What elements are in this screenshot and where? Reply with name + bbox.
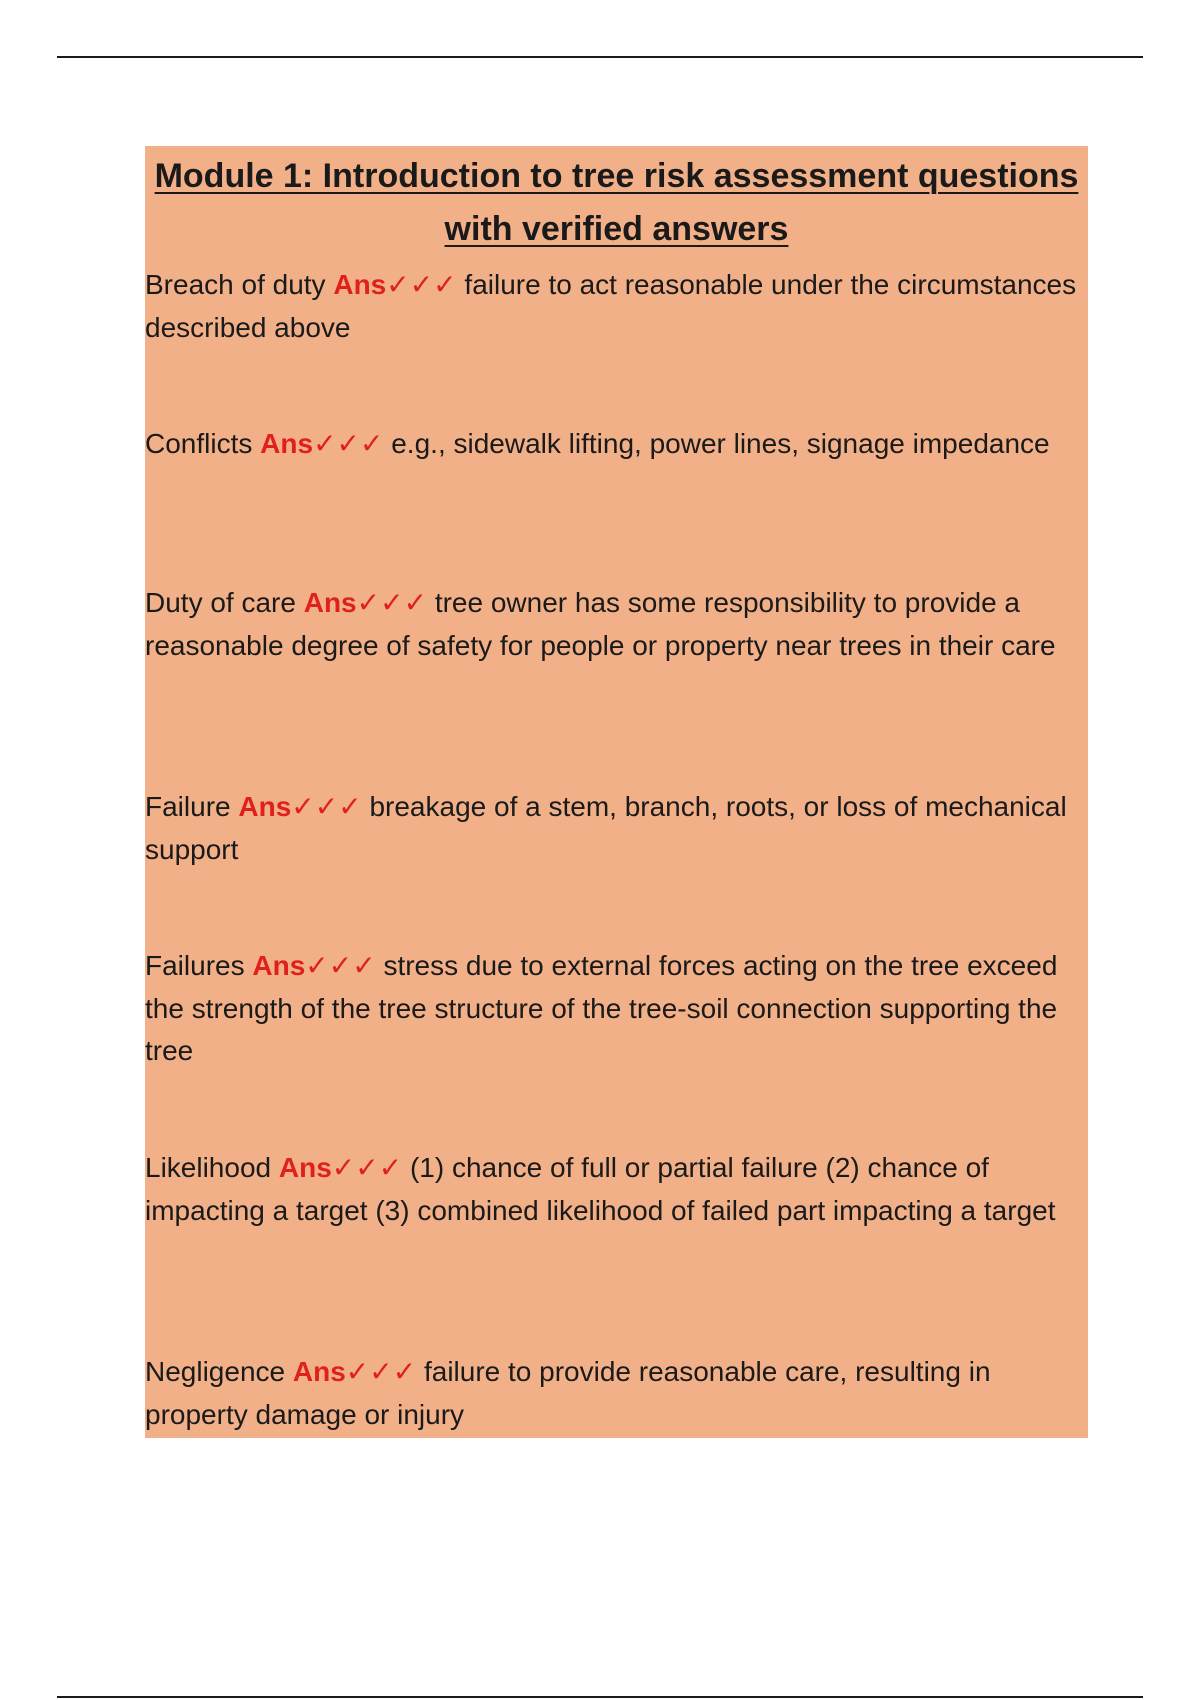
answer-marker: Ans bbox=[333, 269, 387, 300]
checkmark-icon: ✓✓✓ bbox=[386, 269, 457, 300]
answer-marker: Ans bbox=[238, 791, 292, 822]
entry-term: Breach of duty bbox=[145, 269, 326, 300]
qa-entry bbox=[145, 1147, 1080, 1232]
qa-entry bbox=[145, 264, 1080, 349]
entry-term: Failures bbox=[145, 950, 245, 981]
checkmark-icon: ✓✓✓ bbox=[345, 1356, 417, 1387]
checkmark-icon: ✓✓✓ bbox=[331, 1152, 403, 1183]
checkmark-icon: ✓✓✓ bbox=[291, 791, 362, 822]
entry-term: Failure bbox=[145, 791, 231, 822]
entry-term: Conflicts bbox=[145, 428, 253, 459]
checkmark-icon: ✓✓✓ bbox=[356, 587, 428, 618]
entry-term: Duty of care bbox=[145, 587, 296, 618]
entry-answer: tree owner has some responsibility to provide a reasonable degree of safety for people or property near trees in their care bbox=[145, 587, 1056, 661]
answer-marker: Ans bbox=[252, 950, 306, 981]
footer-rule bbox=[57, 1696, 1143, 1698]
qa-entry bbox=[145, 945, 1080, 1073]
answer-marker: Ans bbox=[278, 1152, 332, 1183]
entry-answer: stress due to external forces acting on the tree exceed the strength of the tree structure of the tree-soil connection supporting the tree bbox=[145, 950, 1058, 1066]
checkmark-icon: ✓✓✓ bbox=[305, 950, 376, 981]
entry-term: Negligence bbox=[145, 1356, 286, 1387]
answer-marker: Ans bbox=[303, 587, 357, 618]
answer-marker: Ans bbox=[260, 428, 314, 459]
qa-entry bbox=[145, 582, 1080, 667]
checkmark-icon: ✓✓✓ bbox=[313, 428, 384, 459]
entry-term: Likelihood bbox=[145, 1152, 272, 1183]
qa-entry bbox=[145, 1351, 1080, 1436]
entry-answer: e.g., sidewalk lifting, power lines, signage impedance bbox=[391, 428, 1050, 459]
entry-answer: breakage of a stem, branch, roots, or loss of mechanical support bbox=[145, 791, 1067, 865]
answer-marker: Ans bbox=[292, 1356, 346, 1387]
page-title: Module 1: Introduction to tree risk assessment questions with verified answers bbox=[154, 157, 1079, 248]
entry-answer: (1) chance of full or partial failure (2) chance of impacting a target (3) combined likelihood of failed part impacting a target bbox=[145, 1152, 1056, 1226]
study-card bbox=[145, 146, 1088, 1438]
header-rule bbox=[57, 56, 1143, 58]
qa-entry bbox=[145, 786, 1080, 871]
entry-answer: failure to provide reasonable care, resulting in property damage or injury bbox=[145, 1356, 991, 1430]
entry-answer: failure to act reasonable under the circumstances described above bbox=[145, 269, 1077, 343]
qa-entry bbox=[145, 423, 1080, 466]
